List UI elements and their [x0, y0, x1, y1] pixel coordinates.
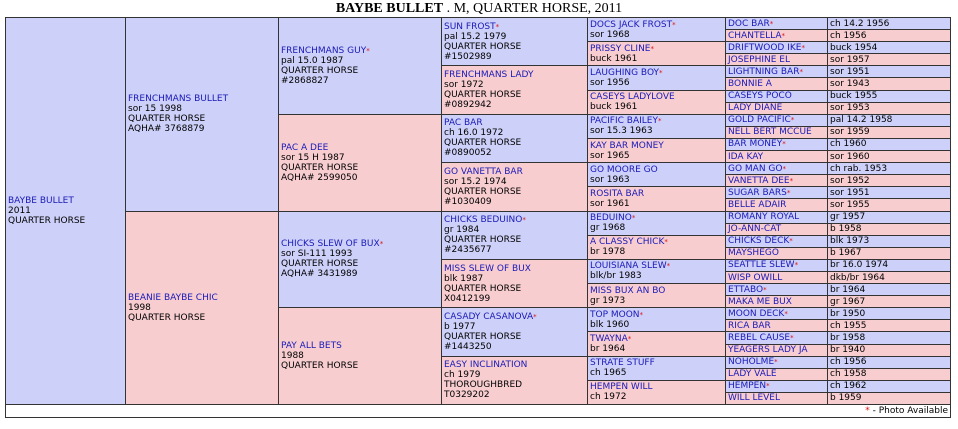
ancestor-name-link[interactable]: ETTABO	[728, 284, 764, 295]
ancestor-cell-g6-20	[726, 259, 828, 271]
ancestor-detail: gr 1957	[828, 211, 951, 223]
ancestor-cell-g4-5	[442, 259, 588, 307]
photo-available-icon: *	[794, 261, 799, 270]
photo-available-icon: *	[657, 117, 662, 126]
ancestor-detail-line: br 1964	[590, 344, 626, 355]
ancestor-name-link[interactable]	[444, 360, 585, 370]
ancestor-name-link[interactable]: CHANTELLA	[728, 30, 782, 41]
ancestor-name-link[interactable]	[590, 116, 723, 126]
ancestor-detail-line: #0892942	[444, 100, 492, 111]
ancestor-cell-g5-12	[588, 308, 726, 332]
photo-available-icon: *	[769, 19, 774, 28]
ancestor-detail: b 1958	[828, 223, 951, 235]
ancestor-name-link[interactable]: YEAGERS LADY JA	[728, 345, 808, 356]
ancestor-detail-line: 1998	[128, 302, 151, 313]
ancestor-cell-g5-4	[588, 114, 726, 138]
ancestor-detail: buck 1954	[828, 42, 951, 54]
ancestor-detail-line: QUARTER HORSE	[281, 259, 359, 270]
ancestor-name-link[interactable]	[590, 92, 723, 102]
photo-available-icon: *	[766, 382, 770, 391]
ancestor-name-text: PAC BAR	[444, 118, 483, 129]
photo-legend	[6, 405, 951, 418]
ancestor-cell-g6-30	[726, 380, 828, 392]
horse-title-name: BAYBE BULLET	[335, 1, 444, 16]
photo-legend-text: - Photo Available	[869, 406, 948, 416]
ancestor-detail-line: ch 1972	[590, 392, 627, 403]
ancestor-cell-g6-24	[726, 308, 828, 320]
ancestor-detail-line: ch 16.0 1972	[444, 128, 504, 139]
ancestor-detail-line: X0412199	[444, 293, 491, 304]
ancestor-detail: sor 1943	[828, 78, 951, 90]
photo-available-icon: *	[782, 164, 786, 173]
ancestor-name-link[interactable]: WILL LEVEL	[728, 393, 781, 404]
ancestor-cell-g5-11	[588, 284, 726, 308]
ancestor-detail-line: #0890052	[444, 148, 492, 159]
ancestor-name-link[interactable]	[444, 22, 585, 32]
ancestor-name-text: STRATE STUFF	[590, 358, 655, 369]
ancestor-detail-line: QUARTER HORSE	[281, 361, 359, 372]
ancestor-detail-line: QUARTER HORSE	[444, 186, 522, 197]
ancestor-detail-line: #1502989	[444, 51, 492, 62]
ancestor-name-link[interactable]: CASEYS POCO	[728, 91, 792, 102]
ancestor-name-text: PACIFIC BAILEY	[590, 116, 658, 127]
ancestor-name-text: PRISSY CLINE	[590, 43, 651, 54]
ancestor-detail-line: QUARTER HORSE	[128, 114, 206, 125]
ancestor-name-text: FRENCHMANS LADY	[444, 70, 534, 81]
photo-available-icon: *	[672, 20, 676, 29]
ancestor-name-link[interactable]: DOC BAR	[728, 18, 770, 29]
ancestor-detail: ch 1955	[828, 320, 951, 332]
ancestor-name-text: BAYBE BULLET	[8, 196, 74, 206]
ancestor-detail-line: AQHA# 2599050	[281, 172, 358, 183]
photo-available-icon: *	[790, 333, 794, 342]
ancestor-cell-g5-5	[588, 138, 726, 162]
ancestor-cell-g5-10	[588, 259, 726, 283]
ancestor-detail: dkb/br 1964	[828, 271, 951, 283]
ancestor-name-link[interactable]: LIGHTNING BAR	[728, 66, 800, 77]
ancestor-detail-line: b 1977	[444, 321, 476, 332]
photo-available-icon: *	[801, 43, 805, 52]
ancestor-cell-g5-15	[588, 380, 726, 404]
ancestor-name-link[interactable]: HEMPEN	[728, 381, 767, 392]
ancestor-name-link[interactable]	[590, 68, 723, 78]
ancestor-cell-g6-6	[726, 90, 828, 102]
ancestor-detail: br 1958	[828, 332, 951, 344]
ancestor-detail-line: ch 1965	[590, 368, 627, 379]
ancestor-name-text: FRENCHMANS GUY	[281, 45, 367, 56]
ancestor-detail-line: br 1978	[590, 247, 626, 258]
ancestor-name-link[interactable]	[444, 70, 585, 80]
ancestor-cell-g6-1	[726, 30, 828, 42]
ancestor-cell-g6-8	[726, 114, 828, 126]
ancestor-name-link[interactable]	[590, 310, 723, 320]
ancestor-cell-g4-6	[442, 308, 588, 356]
ancestor-detail: b 1959	[828, 392, 951, 404]
ancestor-cell-g5-1	[588, 42, 726, 66]
ancestor-cell-g4-3	[442, 163, 588, 211]
ancestor-cell-g3-2	[279, 211, 442, 308]
ancestor-detail-line: pal 15.2 1979	[444, 31, 507, 42]
ancestor-detail-line: QUARTER HORSE	[281, 162, 359, 173]
ancestor-detail: b 1967	[828, 247, 951, 259]
ancestor-cell-g6-12	[726, 163, 828, 175]
ancestor-cell-g1-0	[6, 18, 126, 405]
ancestor-detail-line: T0329202	[444, 390, 490, 401]
ancestor-detail: ch 1962	[828, 380, 951, 392]
ancestor-name-text: SUN FROST	[444, 21, 496, 32]
ancestor-cell-g6-0	[726, 18, 828, 30]
ancestor-name-link[interactable]: SEATTLE SLEW	[728, 260, 795, 271]
ancestor-name-text: FRENCHMANS BULLET	[128, 94, 229, 105]
ancestor-name-link[interactable]	[281, 143, 439, 153]
ancestor-cell-g6-3	[726, 54, 828, 66]
ancestor-cell-g2-0	[126, 18, 279, 212]
photo-available-icon: *	[781, 31, 786, 40]
ancestor-detail-line: gr 1968	[590, 223, 626, 234]
ancestor-name-link[interactable]	[590, 44, 723, 54]
ancestor-cell-g6-16	[726, 211, 828, 223]
photo-legend-star-icon: *	[865, 406, 870, 416]
ancestor-cell-g6-25	[726, 320, 828, 332]
photo-available-icon: *	[495, 22, 500, 31]
ancestor-name-text: A CLASSY CHICK	[590, 237, 665, 248]
ancestor-cell-g5-2	[588, 66, 726, 90]
ancestor-cell-g6-27	[726, 344, 828, 356]
ancestor-detail-line: sor 15.3 1963	[590, 126, 653, 137]
ancestor-name-link[interactable]: NELL BERT MCCUE	[728, 127, 812, 138]
ancestor-name-link[interactable]: LADY VALE	[728, 369, 777, 380]
ancestor-name-link[interactable]: REBEL CAUSE	[728, 332, 791, 343]
ancestor-name-link[interactable]: JOSEPHINE EL	[728, 54, 790, 65]
ancestor-detail-line: #2868827	[281, 75, 329, 86]
ancestor-name-link[interactable]	[590, 20, 723, 30]
ancestor-name-text: EASY INCLINATION	[444, 360, 528, 371]
ancestor-cell-g4-4	[442, 211, 588, 259]
ancestor-cell-g6-17	[726, 223, 828, 235]
ancestor-cell-g5-0	[588, 18, 726, 42]
ancestor-detail-line: QUARTER HORSE	[444, 235, 522, 246]
ancestor-name-link[interactable]: SUGAR BARS	[728, 187, 787, 198]
ancestor-detail-line: QUARTER HORSE	[444, 41, 522, 52]
ancestor-detail-line: sor 15 1998	[128, 104, 182, 115]
ancestor-detail: ch 14.2 1956	[828, 18, 951, 30]
photo-available-icon: *	[784, 309, 788, 318]
ancestor-name-text: BEDUINO	[590, 213, 632, 224]
ancestor-cell-g6-18	[726, 235, 828, 247]
ancestor-detail: pal 14.2 1958	[828, 114, 951, 126]
ancestor-name-link[interactable]	[590, 286, 723, 296]
photo-available-icon: *	[533, 312, 537, 321]
ancestor-detail: sor 1959	[828, 126, 951, 138]
ancestor-name-text: TWAYNA	[590, 334, 628, 345]
ancestor-detail-line: ch 1979	[444, 370, 481, 381]
ancestor-detail-line: buck 1961	[590, 53, 638, 64]
ancestor-cell-g6-7	[726, 102, 828, 114]
ancestor-name-text: DOCS JACK FROST	[590, 19, 673, 30]
ancestor-cell-g3-1	[279, 114, 442, 211]
ancestor-cell-g4-1	[442, 66, 588, 114]
ancestor-detail: ch 1956	[828, 30, 951, 42]
ancestor-detail-line: 1988	[281, 351, 304, 362]
ancestor-cell-g4-2	[442, 114, 588, 162]
ancestor-name-text: PAY ALL BETS	[281, 341, 342, 352]
ancestor-detail: sor 1957	[828, 54, 951, 66]
ancestor-name-text: HEMPEN WILL	[590, 382, 653, 393]
ancestor-cell-g5-7	[588, 187, 726, 211]
photo-available-icon: *	[782, 140, 786, 149]
ancestor-detail: sor 1960	[828, 151, 951, 163]
ancestor-detail: blk 1973	[828, 235, 951, 247]
ancestor-name-text: ROSITA BAR	[590, 188, 645, 199]
ancestor-name-text: GO VANETTA BAR	[444, 166, 523, 177]
ancestor-name-link[interactable]	[590, 189, 723, 199]
ancestor-detail-line: AQHA# 3431989	[281, 269, 358, 280]
ancestor-detail: sor 1953	[828, 102, 951, 114]
ancestor-detail-line: #1030409	[444, 196, 492, 207]
ancestor-name-text: TOP MOON	[590, 309, 640, 320]
ancestor-name-link[interactable]: MAKA ME BUX	[728, 296, 792, 307]
photo-available-icon: *	[650, 44, 654, 53]
ancestor-detail-line: sor 1956	[590, 77, 630, 88]
ancestor-cell-g6-21	[726, 271, 828, 283]
ancestor-name-link[interactable]: GOLD PACIFIC	[728, 115, 791, 126]
ancestor-detail-line: QUARTER HORSE	[444, 283, 522, 294]
ancestor-name-link[interactable]: WISP OWILL	[728, 272, 783, 283]
ancestor-detail: ch 1960	[828, 138, 951, 150]
ancestor-detail-line: sor 1968	[590, 29, 630, 40]
ancestor-name-link[interactable]	[444, 167, 585, 177]
ancestor-detail-line: blk 1987	[444, 273, 484, 284]
ancestor-name-link[interactable]	[128, 94, 276, 104]
pedigree-table	[5, 17, 951, 418]
photo-available-icon: *	[659, 68, 663, 77]
ancestor-name-text: KAY BAR MONEY	[590, 140, 664, 151]
ancestor-cell-g5-9	[588, 235, 726, 259]
ancestor-name-link[interactable]	[444, 312, 585, 322]
ancestor-detail-line: gr 1973	[590, 295, 626, 306]
ancestor-cell-g6-26	[726, 332, 828, 344]
ancestor-name-link[interactable]	[590, 213, 723, 223]
ancestor-cell-g6-10	[726, 138, 828, 150]
ancestor-detail-line: sor 1961	[590, 198, 630, 209]
ancestor-detail: br 1940	[828, 344, 951, 356]
ancestor-detail: br 1950	[828, 308, 951, 320]
ancestor-name-link[interactable]: IDA KAY	[728, 151, 764, 162]
photo-available-icon: *	[666, 262, 671, 271]
ancestor-detail-line: QUARTER HORSE	[444, 90, 522, 101]
ancestor-detail-line: blk/br 1983	[590, 271, 642, 282]
ancestor-name-link[interactable]: LADY DIANE	[728, 103, 783, 114]
ancestor-name-link[interactable]	[590, 334, 723, 344]
ancestor-cell-g6-9	[726, 126, 828, 138]
ancestor-detail-line: sor 1965	[590, 150, 630, 161]
ancestor-detail-line: sor SI-111 1993	[281, 249, 353, 260]
photo-available-icon: *	[786, 188, 791, 197]
ancestor-name-link[interactable]: CHICKS DECK	[728, 236, 790, 247]
ancestor-name-link[interactable]	[281, 46, 439, 56]
photo-available-icon: *	[790, 116, 795, 125]
ancestor-name-text: CHICKS SLEW OF BUX	[281, 239, 380, 250]
ancestor-name-link[interactable]: DRIFTWOOD IKE	[728, 42, 802, 53]
ancestor-cell-g6-11	[726, 151, 828, 163]
ancestor-name-link[interactable]: BELLE ADAIR	[728, 199, 787, 210]
ancestor-name-link[interactable]	[281, 239, 439, 249]
ancestor-cell-g6-5	[726, 78, 828, 90]
photo-available-icon: *	[366, 46, 370, 55]
ancestor-cell-g6-28	[726, 356, 828, 368]
ancestor-name-link[interactable]: BONNIE A	[728, 79, 772, 90]
ancestor-detail-line: 2011	[8, 206, 31, 216]
ancestor-cell-g3-0	[279, 18, 442, 115]
ancestor-name-text: CASADY CASANOVA	[444, 311, 534, 322]
ancestor-detail: sor 1955	[828, 199, 951, 211]
ancestor-detail-line: #2435677	[444, 245, 492, 256]
ancestor-detail-line: pal 15.0 1987	[281, 55, 344, 66]
photo-available-icon: *	[627, 335, 632, 344]
ancestor-detail-line: QUARTER HORSE	[444, 138, 522, 149]
ancestor-name-link[interactable]	[590, 141, 723, 151]
ancestor-detail-line: THOROUGHBRED	[444, 380, 523, 391]
photo-available-icon: *	[789, 176, 794, 185]
page-title	[0, 0, 958, 17]
ancestor-cell-g3-3	[279, 308, 442, 405]
ancestor-cell-g6-14	[726, 187, 828, 199]
ancestor-cell-g4-7	[442, 356, 588, 404]
ancestor-detail: buck 1955	[828, 90, 951, 102]
ancestor-detail: br 1964	[828, 284, 951, 296]
ancestor-name-text: BEANIE BAYBE CHIC	[128, 292, 218, 303]
ancestor-name-link[interactable]	[444, 118, 585, 128]
ancestor-detail-line: buck 1961	[590, 102, 638, 113]
ancestor-detail-line: gr 1984	[444, 225, 480, 236]
ancestor-name-link[interactable]: NOHOLME	[728, 357, 775, 368]
ancestor-detail-line: QUARTER HORSE	[444, 331, 522, 342]
horse-title-info: . M, QUARTER HORSE, 2011	[443, 1, 623, 16]
ancestor-name-link[interactable]: MAYSHEGO	[728, 248, 779, 259]
ancestor-cell-g6-13	[726, 175, 828, 187]
ancestor-detail: ch 1958	[828, 368, 951, 380]
ancestor-detail: ch 1956	[828, 356, 951, 368]
ancestor-cell-g6-2	[726, 42, 828, 54]
ancestor-cell-g2-1	[126, 211, 279, 405]
ancestor-detail-line: #1443250	[444, 341, 492, 352]
photo-available-icon: *	[774, 358, 778, 367]
ancestor-detail: br 16.0 1974	[828, 259, 951, 271]
ancestor-name-text: LAUGHING BOY	[590, 67, 660, 78]
ancestor-detail: sor 1951	[828, 187, 951, 199]
ancestor-name-link[interactable]	[590, 165, 723, 175]
ancestor-cell-g6-15	[726, 199, 828, 211]
ancestor-detail: sor 1952	[828, 175, 951, 187]
ancestor-name-link[interactable]	[590, 358, 723, 368]
ancestor-name-text: CHICKS BEDUINO	[444, 215, 523, 226]
ancestor-detail-line: sor 1963	[590, 174, 630, 185]
ancestor-detail-line: AQHA# 3768879	[128, 124, 205, 135]
ancestor-detail: gr 1967	[828, 296, 951, 308]
ancestor-name-link[interactable]	[281, 341, 439, 351]
photo-available-icon: *	[789, 237, 793, 246]
ancestor-name-link[interactable]	[590, 237, 723, 247]
ancestor-detail-line: QUARTER HORSE	[128, 312, 206, 323]
ancestor-name-text: GO MOORE GO	[590, 164, 658, 175]
ancestor-name-link[interactable]: RICA BAR	[728, 320, 771, 331]
ancestor-cell-g6-29	[726, 368, 828, 380]
ancestor-detail-line: sor 15.2 1974	[444, 176, 507, 187]
ancestor-cell-g6-23	[726, 296, 828, 308]
ancestor-detail: sor 1951	[828, 66, 951, 78]
ancestor-detail-line: sor 15 H 1987	[281, 152, 345, 163]
photo-available-icon: *	[631, 214, 636, 223]
ancestor-detail-line: QUARTER HORSE	[8, 216, 86, 226]
photo-available-icon: *	[639, 310, 644, 319]
ancestor-name-link[interactable]	[590, 382, 723, 392]
ancestor-cell-g5-13	[588, 332, 726, 356]
ancestor-name-text: CASEYS LADYLOVE	[590, 92, 675, 103]
ancestor-name-link[interactable]	[128, 293, 276, 303]
ancestor-cell-g5-3	[588, 90, 726, 114]
ancestor-detail-line: QUARTER HORSE	[281, 65, 359, 76]
ancestor-name-link[interactable]	[444, 215, 585, 225]
ancestor-name-link[interactable]	[8, 196, 123, 206]
ancestor-cell-g5-14	[588, 356, 726, 380]
ancestor-detail-line: sor 1972	[444, 80, 484, 91]
ancestor-name-link[interactable]: GO MAN GO	[728, 163, 783, 174]
ancestor-name-text: MISS SLEW OF BUX	[444, 263, 531, 274]
ancestor-name-link[interactable]: JO-ANN-CAT	[728, 224, 782, 235]
ancestor-name-link[interactable]: BAR MONEY	[728, 139, 783, 150]
ancestor-detail: ch rab. 1953	[828, 163, 951, 175]
ancestor-name-link[interactable]: VANETTA DEE	[728, 175, 790, 186]
photo-available-icon: *	[799, 67, 803, 76]
photo-available-icon: *	[763, 285, 767, 294]
ancestor-name-link[interactable]: MOON DECK	[728, 308, 785, 319]
ancestor-name-text: PAC A DEE	[281, 142, 329, 153]
ancestor-name-link[interactable]	[444, 264, 585, 274]
ancestor-cell-g4-0	[442, 18, 588, 66]
ancestor-cell-g6-31	[726, 392, 828, 404]
ancestor-cell-g5-6	[588, 163, 726, 187]
photo-available-icon: *	[379, 240, 384, 249]
ancestor-name-link[interactable]	[590, 261, 723, 271]
photo-available-icon: *	[664, 238, 668, 247]
photo-available-icon: *	[522, 216, 526, 225]
ancestor-cell-g5-8	[588, 211, 726, 235]
ancestor-detail-line: blk 1960	[590, 319, 630, 330]
ancestor-cell-g6-22	[726, 284, 828, 296]
ancestor-cell-g6-4	[726, 66, 828, 78]
ancestor-cell-g6-19	[726, 247, 828, 259]
ancestor-name-link[interactable]: ROMANY ROYAL	[728, 212, 800, 223]
ancestor-name-text: MISS BUX AN BO	[590, 285, 666, 296]
ancestor-name-text: LOUISIANA SLEW	[590, 261, 667, 272]
